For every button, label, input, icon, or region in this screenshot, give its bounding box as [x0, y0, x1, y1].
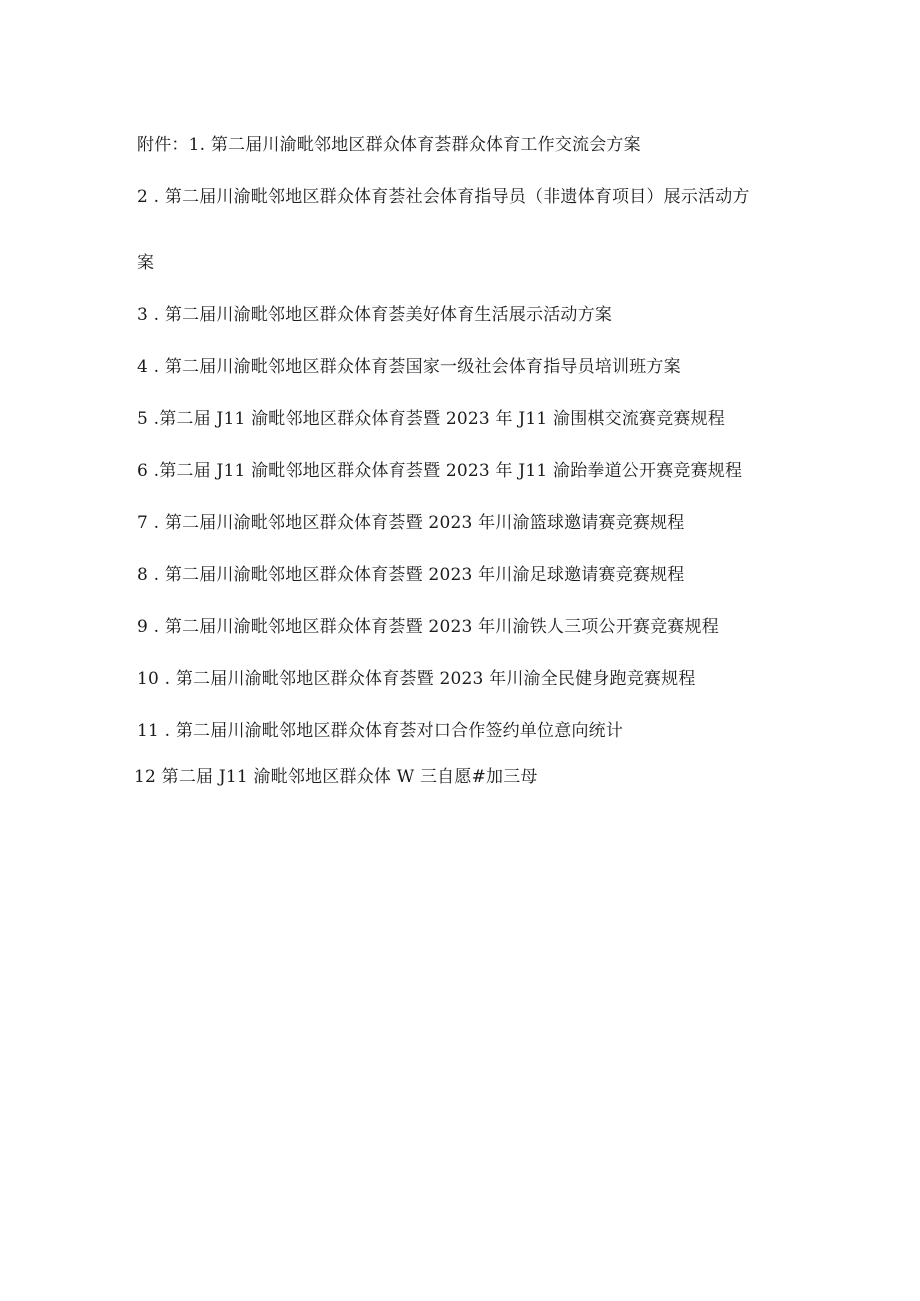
attachment-line-9: 9 . 第二届川渝毗邻地区群众体育荟暨 2023 年川渝铁人三项公开赛竞赛规程 [137, 617, 719, 637]
attachment-list [134, 132, 797, 790]
attachment-line-12: 12 第二届 J11 渝毗邻地区群众体 W 三自愿#加三母 [134, 767, 538, 787]
attachment-line-2: 2 . 第二届川渝毗邻地区群众体育荟社会体育指导员（非遗体育项目）展示活动方 [137, 187, 750, 207]
attachment-line-4: 4 . 第二届川渝毗邻地区群众体育荟国家一级社会体育指导员培训班方案 [137, 357, 681, 377]
attachment-line-7: 7 . 第二届川渝毗邻地区群众体育荟暨 2023 年川渝篮球邀请赛竞赛规程 [137, 513, 685, 533]
attachment-line-6: 6 .第二届 J11 渝毗邻地区群众体育荟暨 2023 年 J11 渝跆拳道公开赛竞赛规程 [137, 461, 743, 481]
attachment-line-1: 附件：1. 第二届川渝毗邻地区群众体育荟群众体育工作交流会方案 [137, 135, 641, 155]
attachment-line-5: 5 .第二届 J11 渝毗邻地区群众体育荟暨 2023 年 J11 渝围棋交流赛竞赛规程 [137, 409, 726, 429]
attachment-line-8: 8 . 第二届川渝毗邻地区群众体育荟暨 2023 年川渝足球邀请赛竞赛规程 [137, 565, 685, 585]
attachment-line-11: 11 . 第二届川渝毗邻地区群众体育荟对口合作签约单位意向统计 [137, 721, 624, 741]
attachment-line-2-wrap: 案 [137, 253, 155, 273]
attachment-line-3: 3 . 第二届川渝毗邻地区群众体育荟美好体育生活展示活动方案 [137, 305, 613, 325]
attachment-line-10: 10 . 第二届川渝毗邻地区群众体育荟暨 2023 年川渝全民健身跑竞赛规程 [137, 669, 696, 689]
